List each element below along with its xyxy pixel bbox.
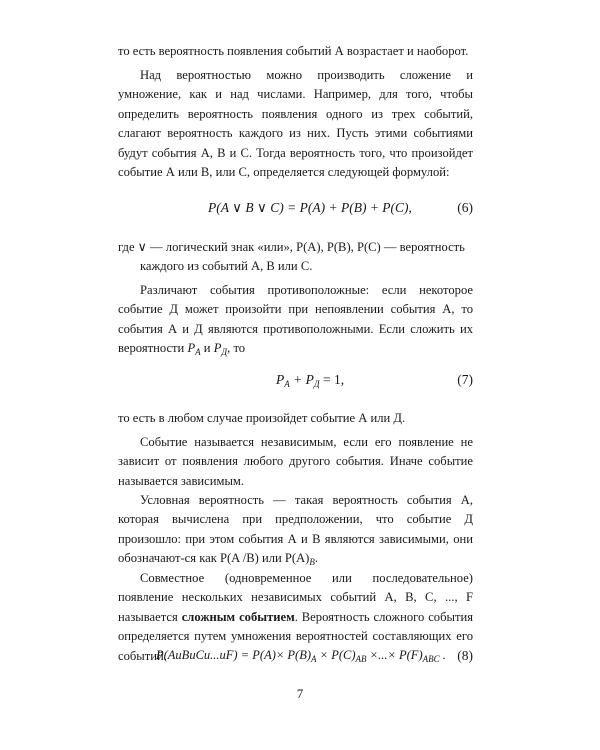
formula-7 <box>118 372 473 394</box>
formula-6-number: (6) <box>457 200 473 215</box>
paragraph-addition: Над вероятностью можно производить сложение и умножение, как и над числами. Например, для того, чтобы определить вероятность появления одного из трех событий, слагают вероятность каждого из них. Пусть этими событиями будут события А, В и С. Тогда вероятность того, что произойдет событие А или В, или С, определяется следующей формулой: <box>118 68 473 180</box>
formula-6-body: P(A ∨ B ∨ C) = P(A) + P(B) + P(C), <box>208 200 412 215</box>
prob-pa: $P_A$ <box>187 341 201 358</box>
paragraph-independent: Событие называется независимым, если его появление не зависит от появления любого другого события. Иначе событие называется зависимым. <box>118 435 473 488</box>
prob-pd: $P_Д$ <box>213 341 228 358</box>
paragraph-compound-text: Совместное (одновременное или последовательное) появление нескольких независимых событий A, B, C, ..., F называется <box>118 571 473 624</box>
formula-8 <box>118 648 473 670</box>
conditional-subscript: B <box>309 557 315 568</box>
formula-7-number: (7) <box>457 372 473 387</box>
compound-event-term: сложным событием <box>181 609 295 624</box>
paragraph-conditional-text: Условная вероятность — такая вероятность события А, которая вычислена при предположении, что событие Д произошло: при этом события А и В являются зависимыми, они обозначают-ся как P(A /B) или P(A) <box>118 493 473 566</box>
paragraph-opposite-tail: , то <box>227 341 246 356</box>
paragraph-either: то есть в любом случае произойдет событие А или Д. <box>118 411 406 425</box>
formula-8-body: P(AuBuCu...uF) = $P(A)\times P(B)_A \times P(C)_{AB}$ ×...× $P(F)_{ABC}$ . <box>156 648 446 664</box>
paragraph-compound-rest: . Вероятность сложного события определяется путем умножения вероятностей составляющих его событий. <box>118 609 473 663</box>
paragraph-intro: то есть вероятность появления событий А возрастает и наоборот. <box>118 44 469 58</box>
paragraph-where-line1: где ∨ — логический знак «или», P(A), P(B), P(C) — вероятность <box>118 240 465 254</box>
paragraph-opposite: Различают события противоположные: если некоторое событие Д может произойти при непоявлении события А, то события А и Д являются противоположными. Если сложить их вероятности $P_A$ и $P_Д$, то <box>118 283 473 358</box>
formula-6 <box>118 200 473 222</box>
paragraph-opposite-text: Различают события противоположные: если некоторое событие Д может произойти при непоявлении события А, то события А и Д являются противоположными. Если сложить их вероятности <box>118 283 473 356</box>
formula-7-body: $P_A + P_Д = 1$, <box>276 372 345 389</box>
formula-8-number: (8) <box>457 648 473 663</box>
page-number: 7 <box>296 686 304 701</box>
paragraph-where-line2: каждого из событий А, В или С. <box>140 259 313 273</box>
paragraph-conditional: Условная вероятность — такая вероятность события А, которая вычислена при предположении, что событие Д произошло: при этом события А и В являются зависимыми, они обозначают-ся как P(A /B) или $P(A)_B$. <box>118 493 473 568</box>
